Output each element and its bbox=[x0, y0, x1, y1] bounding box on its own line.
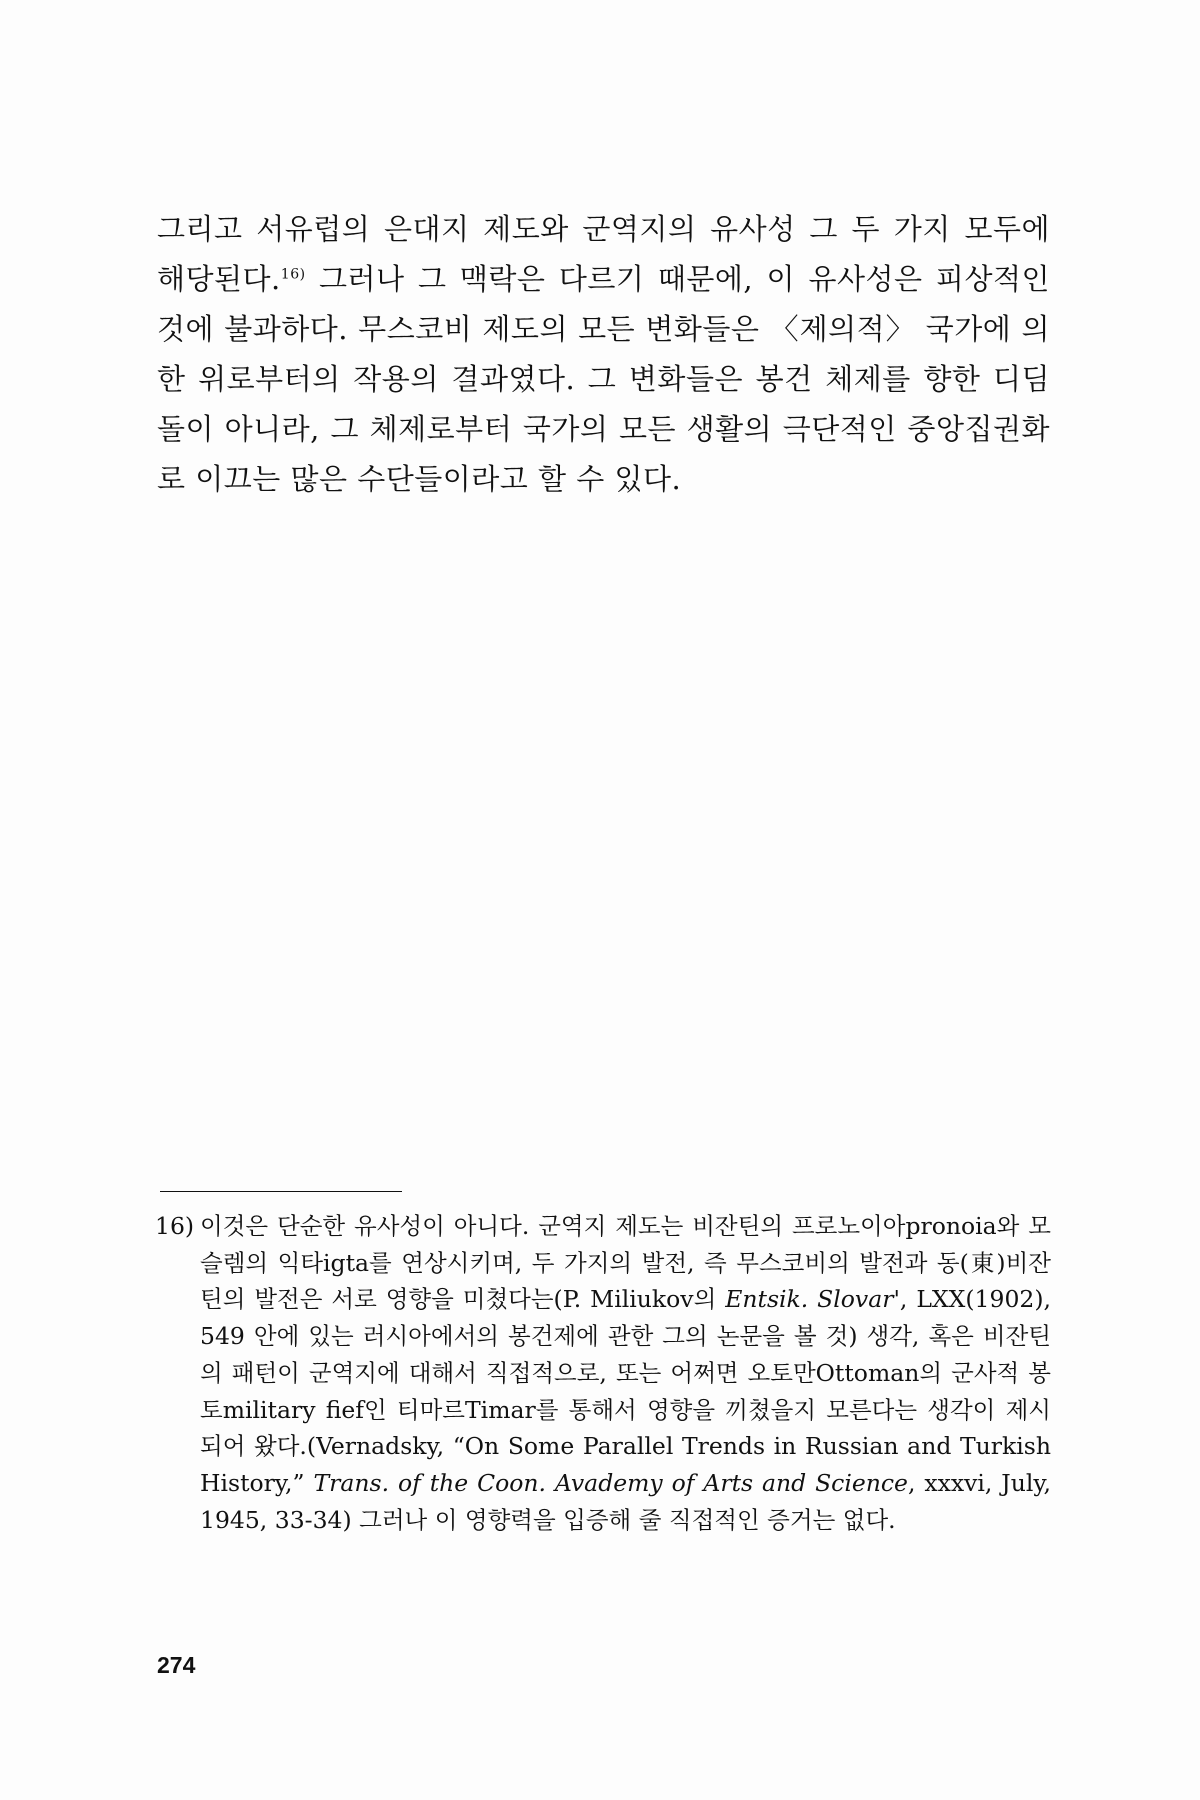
footnote-citation-title-1: Entsik. Slovar' bbox=[725, 1285, 900, 1314]
footnote-text-part-2: , LXX(1902), 549 안에 있는 러시아에서의 봉건제에 관한 그의 논문을 볼 것) 생각, 혹은 비잔틴의 패턴이 군역지에 대해서 직접적으로, 또는 어쩌면 오토만Ottoman의 군사적 봉토military fief인 티마르Timar를 통해서 영향을 끼쳤을지 모른다는 생각이 제시되어 왔다.(Vernadsky, “On Some Parallel Trends in Russian and Turkish History,” bbox=[200, 1285, 1052, 1497]
footnote bbox=[155, 1208, 1051, 1538]
footnote-text-part-1: 이것은 단순한 유사성이 아니다. 군역지 제도는 비잔틴의 프로노이아pronoia와 모슬렘의 익타igta를 연상시키며, 두 가지의 발전, 즉 무스코비의 발전과 동(東)비잔틴의 발전은 서로 영향을 미쳤다는(P. Miliukov의 bbox=[200, 1212, 1051, 1314]
footnote-divider bbox=[160, 1191, 402, 1192]
footnote-number: 16) bbox=[155, 1212, 195, 1240]
footnote-citation-title-2: Trans. of the Coon. Avademy of Arts and Science bbox=[313, 1468, 908, 1497]
paragraph-text-start: 그리고 서유럽의 은대지 제도와 군역지의 유사성 그 두 가지 모두에 해당된다. bbox=[157, 212, 1050, 296]
footnote-text bbox=[200, 1208, 1051, 1538]
paragraph-text-end: 그러나 그 맥락은 다르기 때문에, 이 유사성은 피상적인 것에 불과하다. 무스코비 제도의 모든 변화들은 〈제의적〉 국가에 의한 위로부터의 작용의 결과였다. 그 변화들은 봉건 체제를 향한 디딤돌이 아니라, 그 체제로부터 국가의 모든 생활의 극단적인 중앙집권화로 이끄는 많은 수단들이라고 할 수 있다. bbox=[157, 262, 1050, 496]
footnote-text-part-3: , xxxvi, July, 1945, 33-34) 그러나 이 영향력을 입증해 줄 직접적인 증거는 없다. bbox=[200, 1468, 1051, 1534]
main-paragraph bbox=[157, 204, 1050, 504]
footnote-reference: 16) bbox=[280, 266, 306, 283]
page-number: 274 bbox=[157, 1652, 196, 1678]
